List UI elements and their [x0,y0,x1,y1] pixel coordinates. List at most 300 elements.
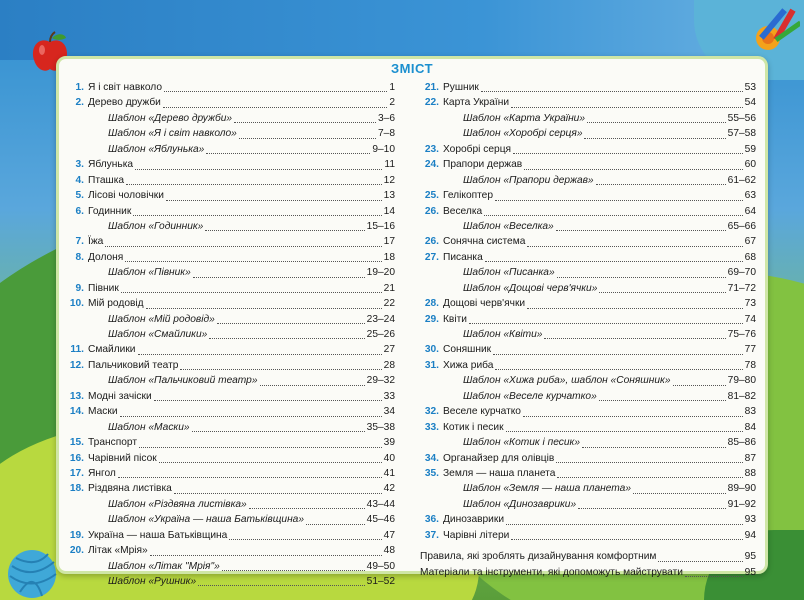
toc-template-entry[interactable] [65,312,395,327]
toc-template-entry[interactable] [65,574,395,589]
dot-leader [523,415,743,417]
dot-leader [584,137,725,139]
toc-entry-page: 55–56 [727,112,756,124]
toc-entry-number: 32. [424,406,439,418]
toc-entry-page: 61–62 [727,174,756,186]
dot-leader [222,569,365,571]
toc-entry-page: 87 [744,452,756,464]
toc-entry[interactable] [65,358,395,373]
toc-template-entry[interactable] [65,512,395,527]
toc-entry-number: 36. [424,514,439,526]
dot-leader [163,106,387,108]
toc-entry-page: 91–92 [727,498,756,510]
toc-template-entry[interactable] [420,126,756,141]
toc-entry-page: 42 [383,483,395,495]
toc-template-entry[interactable] [420,435,756,450]
dot-leader [596,183,726,185]
toc-entry-title: Карта України [443,97,510,109]
toc-entry-page: 89–90 [727,483,756,495]
toc-entry-page: 73 [744,298,756,310]
dot-leader [493,353,743,355]
toc-entry-page: 14 [383,205,395,217]
toc-entry-page: 18 [383,251,395,263]
toc-entry[interactable] [65,95,395,110]
toc-entry[interactable] [420,565,756,580]
toc-entry[interactable] [420,188,756,203]
toc-template-entry[interactable] [420,389,756,404]
dot-leader [217,322,365,324]
toc-entry-title: Шаблон «Дощові черв'ячки» [463,282,598,294]
toc-entry[interactable] [420,451,756,466]
toc-entry[interactable] [420,312,756,327]
dot-leader [239,137,376,139]
toc-template-entry[interactable] [65,219,395,234]
toc-entry-title: Годинник [88,205,132,217]
dot-leader [121,291,382,293]
contents-panel [56,56,768,587]
toc-entry-number: 1. [75,82,84,93]
dot-leader [139,446,382,448]
toc-entry-title: Шаблон «Веселе курчатко» [463,390,597,402]
toc-entry-title: Шаблон «Котик і песик» [463,437,581,449]
toc-entry-page: 78 [744,359,756,371]
dot-leader [135,168,382,170]
dot-leader [229,538,381,540]
toc-entry-title: Модні зачіски [88,390,152,402]
toc-template-entry[interactable] [65,142,395,157]
dot-leader [159,461,382,463]
toc-entry-page: 51–52 [366,576,395,587]
dot-leader [556,229,726,231]
toc-entry-number: 19. [69,529,84,541]
toc-entry[interactable] [65,389,395,404]
toc-entry-number: 26. [424,205,439,217]
dot-leader [587,121,726,123]
toc-entry-page: 88 [744,467,756,479]
toc-entry-title: Хижа риба [443,359,494,371]
toc-entry-title: Чарівні літери [443,529,510,541]
toc-entry-page: 2 [389,97,395,109]
toc-entry-number: 29. [424,313,439,325]
toc-entry-page: 94 [744,529,756,541]
toc-entry-number: 11. [70,344,84,356]
dot-leader [527,245,742,247]
dot-leader [234,121,376,123]
toc-entry-title: Котик і песик [443,421,504,433]
toc-entry-page: 93 [744,514,756,526]
dot-leader [193,276,365,278]
toc-entry-page: 21 [383,282,395,294]
dot-leader [527,307,743,309]
dot-leader [511,538,742,540]
toc-entry[interactable] [65,281,395,296]
toc-entry[interactable] [65,157,395,172]
toc-entry-number: 26. [424,236,439,248]
toc-template-entry[interactable] [420,265,756,280]
toc-entry-title: Правила, які зроблять дизайнування комфортним [420,551,657,563]
toc-entry[interactable] [420,204,756,219]
toc-entry-page: 95 [744,566,756,578]
toc-template-entry[interactable] [65,327,395,342]
dot-leader [511,106,743,108]
toc-entry-number: 7. [75,236,84,248]
dot-leader [484,214,742,216]
dot-leader [506,523,743,525]
toc-entry-title: Хоробрі серця [443,143,512,155]
toc-entry-number: 17. [69,467,84,479]
dot-leader [138,353,382,355]
toc-entry[interactable] [65,543,395,558]
toc-entry-page: 45–46 [366,514,395,526]
dot-leader [578,507,726,509]
toc-entry-title: Різдвяна листівка [88,483,172,495]
toc-entry-title: Веселе курчатко [443,406,521,418]
toc-entry[interactable] [65,80,395,95]
toc-entry-title: Шаблон «Веселка» [463,220,554,232]
dot-leader [154,399,382,401]
toc-entry-page: 17 [383,236,395,248]
toc-entry-number: 6. [75,205,84,217]
toc-entry-number: 31. [424,359,439,371]
toc-entry-title: Чарівний пісок [88,452,157,464]
toc-entry-title: Органайзер для олівців [443,452,555,464]
toc-entry-title: Шаблон «Маски» [108,421,190,433]
toc-entry-page: 19–20 [366,267,395,279]
toc-entry-page: 25–26 [366,329,395,340]
toc-entry-title: Я і світ навколо [88,82,162,93]
toc-entry[interactable] [65,435,395,450]
toc-entry-page: 95 [744,551,756,563]
toc-entry-title: Шаблон «Я і світ навколо» [108,128,237,140]
toc-entry-title: Долоня [88,251,124,263]
toc-entry-title: Шаблон «Земля — наша планета» [463,483,631,495]
toc-entry-title: Маски [88,406,118,418]
toc-entry[interactable] [420,404,756,419]
toc-entry-title: Земля — наша планета [443,467,556,479]
toc-entry-number: 12. [69,359,84,371]
toc-entry[interactable] [420,466,756,481]
toc-entry-page: 34 [383,406,395,418]
toc-entry-number: 27. [424,251,439,263]
toc-entry[interactable] [65,404,395,419]
toc-entry-page: 47 [383,529,395,541]
toc-entry-page: 29–32 [366,375,395,387]
contents-extra [420,549,756,580]
toc-entry-number: 23. [424,143,439,155]
toc-entry[interactable] [65,528,395,543]
toc-entry[interactable] [65,234,395,249]
toc-entry-title: Шаблон «Дерево дружби» [108,112,233,124]
toc-template-entry[interactable] [65,420,395,435]
toc-entry-page: 15–16 [366,220,395,232]
dot-leader [249,507,365,509]
toc-entry-title: Гелікоптер [443,190,494,202]
toc-template-entry[interactable] [65,111,395,126]
toc-entry-title: Україна — наша Батьківщина [88,529,228,541]
background-stripe [0,0,804,60]
dot-leader [150,554,382,556]
toc-entry-page: 68 [744,251,756,263]
dot-leader [556,461,742,463]
dot-leader [209,337,364,339]
dot-leader [133,214,381,216]
toc-entry-number: 35. [424,467,439,479]
toc-entry-page: 7–8 [378,128,395,140]
toc-entry[interactable] [65,481,395,496]
toc-entry-page: 77 [744,344,756,356]
toc-entry[interactable] [65,466,395,481]
toc-entry-title: Лісові чоловічки [88,190,164,202]
toc-entry-title: Шаблон «Годинник» [108,220,204,232]
toc-template-entry[interactable] [65,373,395,388]
toc-entry-page: 85–86 [727,437,756,449]
dot-leader [166,199,382,201]
dot-leader [633,492,726,494]
dot-leader [120,415,382,417]
toc-entry-title: Шаблон «Квіти» [463,329,543,340]
toc-entry-page: 83 [744,406,756,418]
toc-entry-number: 25. [424,190,439,202]
toc-entry-title: Писанка [443,251,483,263]
toc-entry-page: 53 [744,82,756,93]
toc-entry[interactable] [65,204,395,219]
toc-entry-title: Їжа [88,236,104,248]
toc-entry-page: 28 [383,359,395,371]
toc-entry-page: 39 [383,437,395,449]
dot-leader [164,90,387,92]
toc-entry[interactable] [420,528,756,543]
toc-template-entry[interactable] [420,327,756,342]
toc-entry-page: 81–82 [727,390,756,402]
toc-entry-title: Соняшник [443,344,492,356]
toc-entry[interactable] [420,80,756,95]
toc-entry-title: Матеріали та інструменти, які допоможуть майструвати [420,566,683,578]
toc-entry-title: Шаблон «Хижа риба», шаблон «Соняшник» [463,375,671,387]
toc-entry-page: 9–10 [372,143,395,155]
page-title: ЗМІСТ [390,61,434,76]
toc-entry-title: Сонячна система [443,236,526,248]
toc-entry-number: 22. [424,97,439,109]
toc-entry-number: 8. [75,251,84,263]
toc-entry-title: Прапори держав [443,159,523,171]
toc-entry-title: Дерево дружби [88,97,161,109]
toc-entry[interactable] [420,95,756,110]
toc-entry-page: 40 [383,452,395,464]
toc-entry-title: Транспорт [88,437,137,449]
dot-leader [125,260,381,262]
toc-entry-title: Янгол [88,467,116,479]
toc-entry[interactable] [420,250,756,265]
dot-leader [205,229,364,231]
toc-entry[interactable] [65,188,395,203]
toc-entry-page: 69–70 [727,267,756,279]
toc-entry-title: Шаблон «Рушник» [108,576,197,587]
toc-entry-page: 35–38 [366,421,395,433]
dot-leader [524,168,742,170]
toc-entry-page: 43–44 [366,498,395,510]
toc-template-entry[interactable] [420,173,756,188]
toc-template-entry[interactable] [420,497,756,512]
toc-template-entry[interactable] [65,265,395,280]
dot-leader [260,384,365,386]
dot-leader [599,291,725,293]
toc-entry-number: 18. [69,483,84,495]
dot-leader [180,368,381,370]
dot-leader [495,368,742,370]
toc-entry-page: 23–24 [366,313,395,325]
dot-leader [658,560,742,562]
dot-leader [544,337,725,339]
toc-entry[interactable] [65,250,395,265]
dot-leader [673,384,726,386]
toc-entry-title: Шаблон «Смайлики» [108,329,208,340]
toc-entry[interactable] [420,358,756,373]
toc-entry-page: 33 [383,390,395,402]
toc-entry-title: Динозаврики [443,514,505,526]
toc-entry-title: Літак «Мрія» [88,545,148,557]
toc-entry-page: 3–6 [378,112,395,124]
dot-leader [506,430,743,432]
toc-entry-number: 2. [75,97,84,109]
dot-leader [105,245,381,247]
toc-entry-number: 3. [75,159,84,171]
toc-entry-number: 30. [424,344,439,356]
dot-leader [557,476,742,478]
toc-entry-page: 79–80 [727,375,756,387]
dot-leader [481,90,743,92]
dot-leader [469,322,743,324]
toc-template-entry[interactable] [420,281,756,296]
dot-leader [685,575,743,577]
toc-entry-title: Шаблон «Писанка» [463,267,555,279]
toc-entry-page: 48 [383,545,395,557]
dot-leader [495,199,743,201]
toc-entry-title: Шаблон «Прапори держав» [463,174,594,186]
toc-entry-number: 14. [69,406,84,418]
toc-entry-number: 21. [424,82,439,93]
dot-leader [557,276,726,278]
toc-entry[interactable] [65,451,395,466]
toc-template-entry[interactable] [420,219,756,234]
toc-entry[interactable] [420,234,756,249]
toc-entry-page: 11 [384,159,395,171]
toc-entry-number: 15. [69,437,84,449]
toc-entry-title: Пташка [88,174,125,186]
toc-entry-title: Квіти [443,313,467,325]
toc-entry-title: Веселка [443,205,483,217]
toc-entry-number: 4. [75,174,84,186]
toc-entry-title: Шаблон «Карта України» [463,112,586,124]
contents-column-left [65,80,395,589]
dot-leader [485,260,743,262]
toc-entry-page: 49–50 [366,560,395,572]
toc-entry[interactable] [65,173,395,188]
toc-entry-title: Шаблон «Літак "Мрія"» [108,560,220,572]
toc-entry[interactable] [65,342,395,357]
toc-entry-page: 63 [744,190,756,202]
dot-leader [146,307,382,309]
toc-entry-number: 37. [424,529,439,541]
dot-leader [599,399,726,401]
dot-leader [198,584,365,586]
toc-entry-title: Шаблон «Пальчиковий театр» [108,375,258,387]
contents-column-right [420,80,756,580]
toc-entry-title: Яблунька [88,159,134,171]
dot-leader [192,430,365,432]
toc-entry-number: 10. [69,298,84,310]
toc-entry-title: Шаблон «Мій родовід» [108,313,215,325]
toc-entry-page: 75–76 [727,329,756,340]
toc-entry-page: 59 [744,143,756,155]
dot-leader [306,523,365,525]
toc-entry-page: 65–66 [727,220,756,232]
toc-template-entry[interactable] [65,497,395,512]
toc-entry-page: 22 [383,298,395,310]
toc-entry-title: Шаблон «Динозаврики» [463,498,577,510]
toc-entry-page: 13 [383,190,395,202]
toc-entry-page: 54 [744,97,756,109]
toc-entry[interactable] [420,157,756,172]
toc-template-entry[interactable] [420,481,756,496]
toc-entry-page: 74 [744,313,756,325]
toc-entry-page: 64 [744,205,756,217]
toc-entry-page: 67 [744,236,756,248]
toc-entry[interactable] [420,420,756,435]
toc-entry-page: 41 [383,467,395,479]
toc-entry[interactable] [420,512,756,527]
toc-template-entry[interactable] [420,373,756,388]
toc-entry[interactable] [420,142,756,157]
toc-entry-title: Шаблон «Яблунька» [108,143,205,155]
toc-entry-number: 5. [75,190,84,202]
dot-leader [126,183,382,185]
toc-entry-number: 33. [424,421,439,433]
toc-entry-page: 27 [383,344,395,356]
toc-entry-page: 12 [383,174,395,186]
toc-entry[interactable] [420,296,756,311]
toc-entry-number: 24. [424,159,439,171]
toc-entry-title: Пальчиковий театр [88,359,179,371]
dot-leader [118,476,382,478]
toc-entry[interactable] [65,296,395,311]
dot-leader [582,446,726,448]
toc-entry[interactable] [420,549,756,564]
toc-entry-title: Шаблон «Різдвяна листівка» [108,498,247,510]
toc-entry-number: 34. [424,452,439,464]
toc-entry[interactable] [420,342,756,357]
dot-leader [513,152,743,154]
toc-entry-title: Мій родовід [88,298,144,310]
toc-template-entry[interactable] [65,559,395,574]
toc-entry-title: Шаблон «Україна — наша Батьківщина» [108,514,305,526]
dot-leader [206,152,370,154]
toc-template-entry[interactable] [420,111,756,126]
toc-entry-number: 28. [424,298,439,310]
toc-entry-number: 9. [75,282,84,294]
yarn-ball-icon [2,540,62,600]
toc-entry-page: 84 [744,421,756,433]
toc-entry-title: Шаблон «Хоробрі серця» [463,128,583,140]
toc-template-entry[interactable] [65,126,395,141]
toc-entry-page: 71–72 [727,282,756,294]
toc-entry-title: Смайлики [88,344,136,356]
toc-entry-title: Півник [88,282,119,294]
toc-entry-title: Шаблон «Півник» [108,267,191,279]
toc-entry-number: 16. [69,452,84,464]
dot-leader [174,492,382,494]
toc-entry-number: 13. [69,390,84,402]
toc-entry-page: 60 [744,159,756,171]
